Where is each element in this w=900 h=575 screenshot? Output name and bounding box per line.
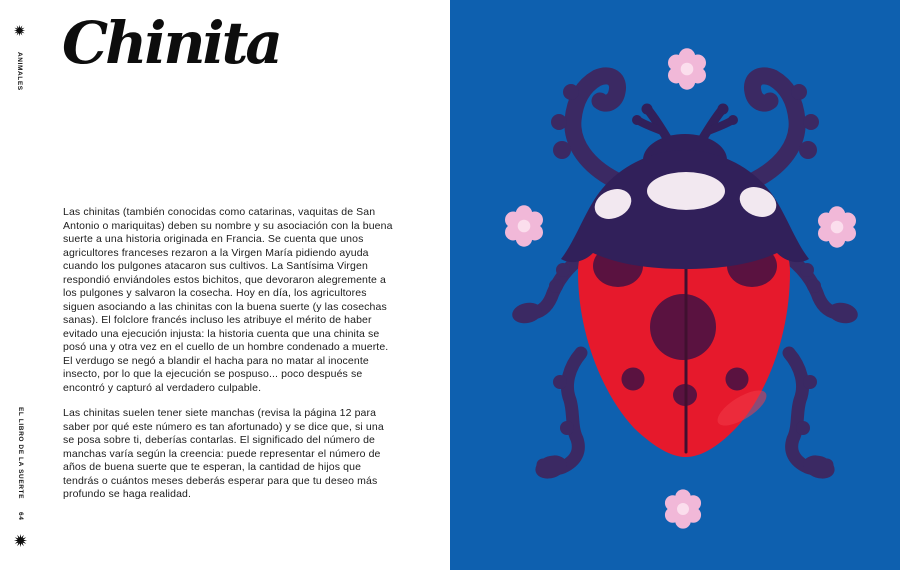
ladybug-illustration [450,0,900,570]
wing-spot [726,368,749,391]
starburst-icon [13,24,26,37]
body-text [63,206,397,502]
paragraph-1: Las chinitas (también conocidas como catarinas, vaquitas de San Antonio o mariquitas) deben su nombre y su asociación con la buena suerte a una historia originada en Francia. Se cuenta que unos agricultores franceses rezaron a la Virgen María pidiendo ayuda cuando los pulgones atacaron sus cultivos. La Santísima Virgen respondió enviándoles estos bichitos, que devoraron alegremente a los pulgones y salvaron la cosecha. Hoy en día, los agricultores siguen asociando a las chinitas con la buena suerte (y las cosechas sanas). El folclore francés incluso les atribuye el mérito de haber evitado una ejecución injusta: la historia cuenta que una chinita se posó una y otra vez en el cuello de un hombre condenado a muerte. El verdugo se negó a blandir el hacha para no matar al inocente insecto, por lo que la ejecución se pospuso... poco después se encontró y capturó al verdadero culpable. [63,206,393,394]
pronotum-spot-center [647,172,725,210]
left-rail-bottom [13,407,28,549]
wing-spot [622,368,645,391]
starburst-icon [13,533,28,548]
page-title: Chinita [62,9,280,77]
left-page [0,0,450,570]
wing-spot [650,294,716,360]
section-label: ANIMALES [16,52,23,91]
left-rail-top [13,24,26,91]
paragraph-2: Las chinitas suelen tener siete manchas (revisa la página 12 para saber por qué este número es tan afortunado) y se dice que, si una se posa sobre ti, deberías contarlas. El significado del número de manchas varía según la creencia: puede representar el número de años de buena suerte que te esperan, la cantidad de hijos que tendrás o cuántos meses deberás esperar para que tu deseo más profundo se haga realidad. [63,407,384,500]
page-number: 64 [17,511,24,520]
right-page [450,0,900,570]
book-title: EL LIBRO DE LA SUERTE [17,406,24,499]
